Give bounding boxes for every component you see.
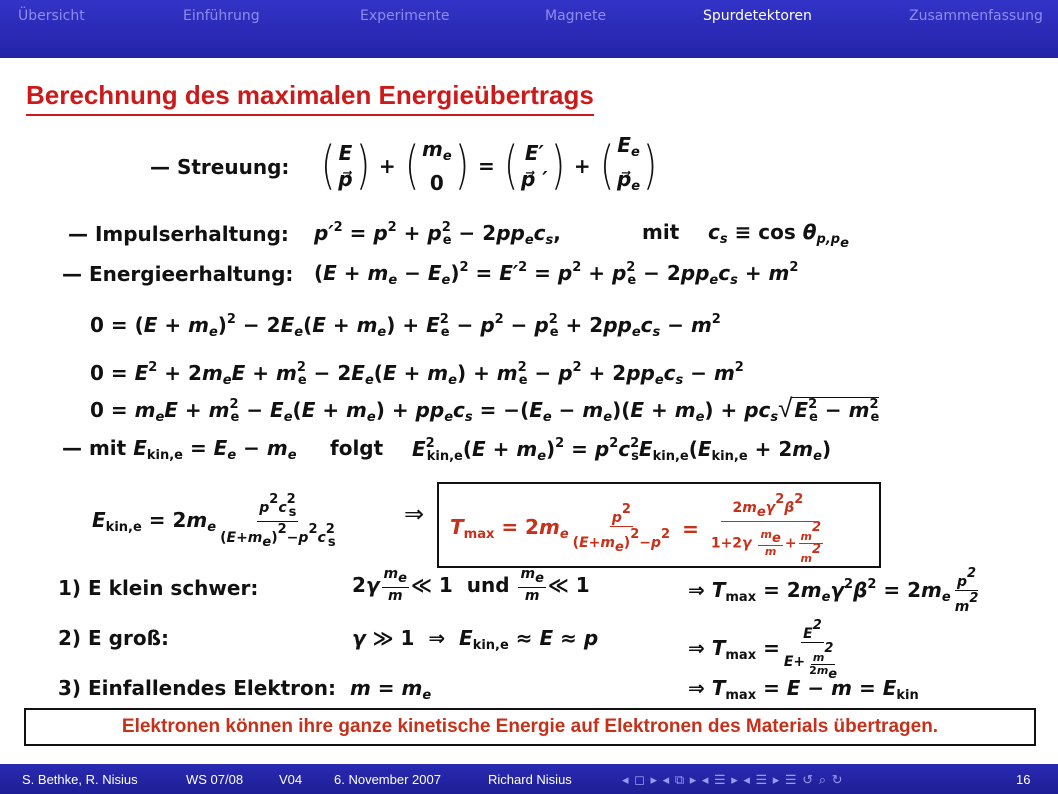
label-impulserhaltung: — Impulserhaltung: bbox=[68, 222, 289, 246]
equation-line-1: $0 = (E + m_e)^2 - 2E_e(E + m_e) + E^2_e - p^2 - p^2_e + 2pp_ec_s - m^2$ bbox=[90, 312, 721, 340]
label-case-1: 1) E klein schwer: bbox=[58, 576, 259, 600]
equation-case-2-cond: γ ≫ 1 ⇒ $E_{kin,e} \approx E \approx p$ bbox=[352, 626, 599, 653]
label-energieerhaltung: — Energieerhaltung: bbox=[62, 262, 294, 286]
equation-line-3: $0 = m_eE + m^2_e - E_e(E + m_e) + pp_ec_s = -(E_e - m_e)(E + m_e) + pc_s√$ $E^2_e - m^2_e$ bbox=[90, 394, 880, 425]
footer-date: 6. November 2007 bbox=[334, 772, 441, 787]
equation-energie: $(E + m_e - E_e)^2 = E'^2 = p^2 + p^2_e - 2pp_ec_s + m^2$ bbox=[314, 260, 799, 288]
nav-item-zusammenfassung[interactable]: Zusammenfassung bbox=[909, 8, 1043, 24]
nav-item-experimente[interactable]: Experimente bbox=[360, 8, 450, 24]
equation-ekin: $E^2_{kin,e}(E + m_e)^2 = p^2c^2_sE_{kin,e}(E_{kin,e} + 2m_e)$ bbox=[412, 436, 832, 464]
footer-semester: WS 07/08 bbox=[186, 772, 244, 787]
nav-item-einfuehrung[interactable]: Einführung bbox=[183, 8, 260, 24]
nav-item-spurdetektoren[interactable]: Spurdetektoren bbox=[703, 8, 812, 24]
equation-line-2: $0 = E^2 + 2m_eE + m^2_e - 2E_e(E + m_e) + m^2_e - p^2 + 2pp_ec_s - m^2$ bbox=[90, 360, 744, 388]
equation-streuung: ( E p⃗ ) + ( $m_e$ 0 ) = ( E′ p⃗ ′ ) + ( $E_e$ $p⃗_e$ ) bbox=[321, 133, 658, 196]
conclusion-box: Elektronen können ihre ganze kinetische Energie auf Elektronen des Materials übertragen. bbox=[24, 708, 1036, 746]
label-case-2: 2) E groß: bbox=[58, 626, 169, 650]
equation-case-2-result: ⇒ $T_{max}$ = $E^2$ E+ $\frac{m^2}{2m_e}$ bbox=[688, 618, 838, 682]
equation-case-1-cond: 2γ $\frac{m_e}{m}$ ≪ 1 und $\frac{m_e}{m}$ ≪ 1 bbox=[352, 566, 590, 604]
footer-page-number: 16 bbox=[1016, 772, 1031, 787]
label-streuung: — Streuung: bbox=[150, 155, 290, 179]
footer-lecture: V04 bbox=[279, 772, 303, 787]
beamer-navigation-icons[interactable]: ◂ ◻ ▸ ◂ ⧉ ▸ ◂ ☰ ▸ ◂ ☰ ▸ ☰ ↺ ⌕ ↻ bbox=[622, 772, 844, 787]
label-folgt: folgt bbox=[330, 436, 384, 460]
equation-ekin-prefix: — mit $E_{kin,e} = E_e - m_e$ bbox=[62, 436, 297, 463]
equation-case-1-result: ⇒ $T_{max} = 2m_e\gamma^2\beta^2 = 2m_e$ $\frac{p^2}{m^2}$ bbox=[688, 566, 979, 615]
nav-item-uebersicht[interactable]: Übersicht bbox=[18, 8, 85, 24]
equation-case-3-cond: $m = m_e$ bbox=[350, 676, 432, 703]
label-case-3: 3) Einfallendes Elektron: bbox=[58, 676, 337, 700]
equation-impuls: $p'^2 = p^2 + p^2_e - 2pp_ec_s$, bbox=[314, 220, 561, 248]
footer-speaker: Richard Nisius bbox=[488, 772, 572, 787]
equation-tmax: $T_{max} = 2m_e$ $\frac{p^2}{(E+m_e)^2-p^2}$ = $2m_e\gamma^2\beta^2$ 1+2γ $\frac{m_e}{m}$ + $\frac{m^2}{m^2}$ bbox=[450, 492, 822, 565]
nav-item-magnete[interactable]: Magnete bbox=[545, 8, 607, 24]
top-navigation bbox=[0, 0, 1058, 58]
equation-ekin-result: $E_{kin,e} = 2m_e$ $\frac{p^2c^2_s}{(E+m_e)^2-p^2c^2_s}$ bbox=[92, 492, 336, 550]
footer-authors: S. Bethke, R. Nisius bbox=[22, 772, 138, 787]
equation-case-3-result: ⇒ $T_{max} = E - m = E_{kin}$ bbox=[688, 676, 919, 703]
equation-cs: $c_s \equiv \cos \theta_{p,p_e}$ bbox=[708, 220, 849, 251]
slide-title: Berechnung des maximalen Energieübertrags bbox=[26, 80, 594, 116]
implies-arrow: ⇒ bbox=[404, 500, 425, 528]
footer-bar bbox=[0, 764, 1058, 794]
label-mit: mit bbox=[642, 220, 680, 244]
